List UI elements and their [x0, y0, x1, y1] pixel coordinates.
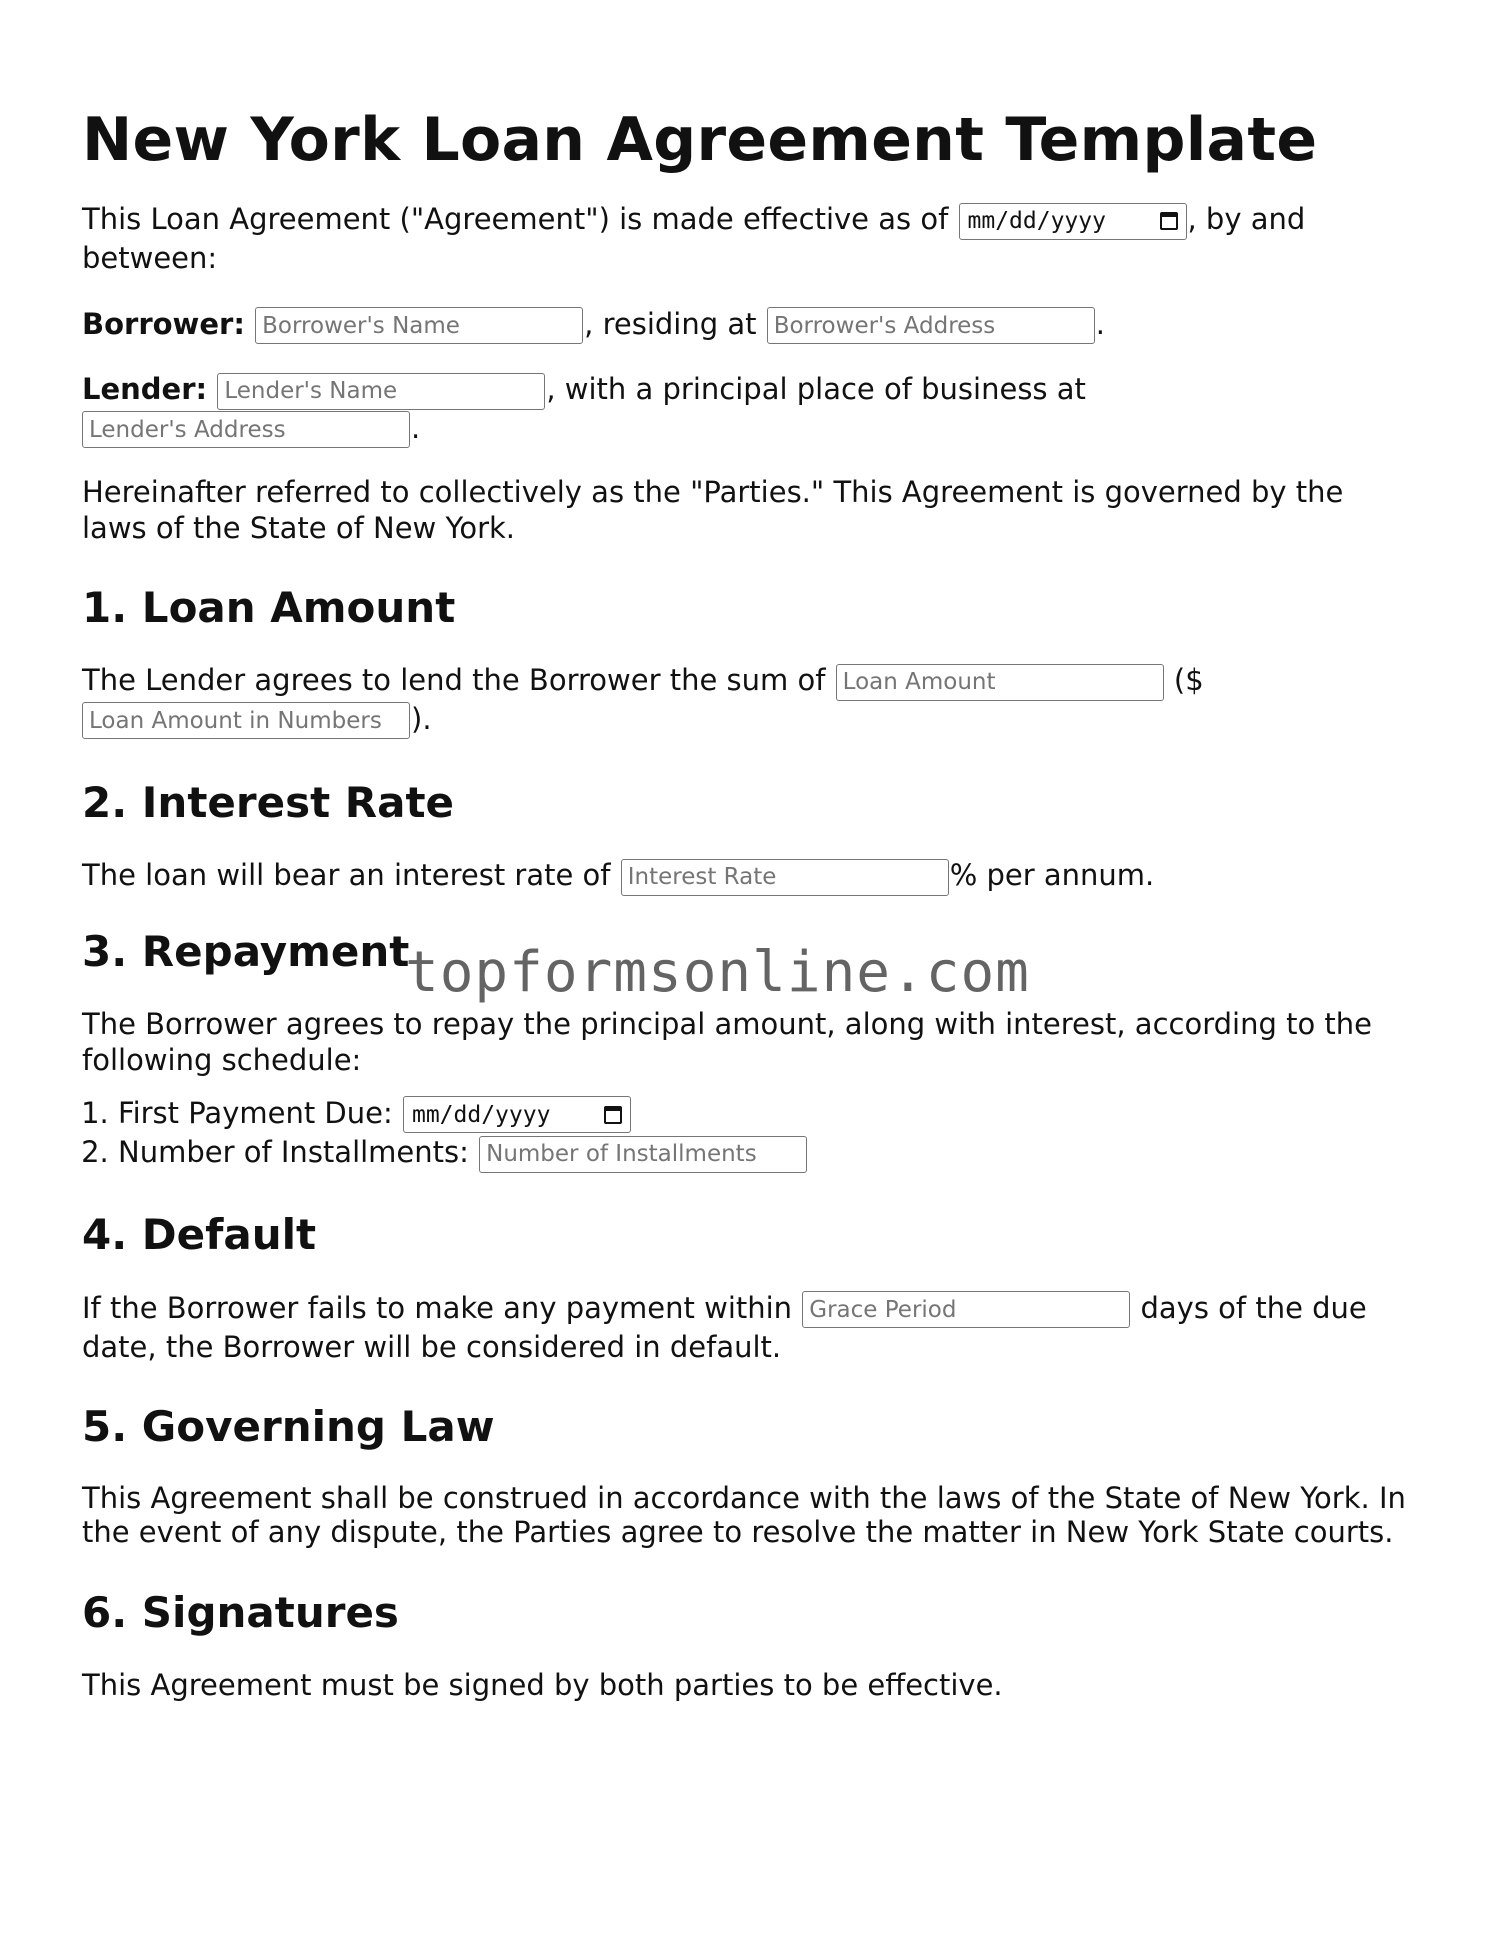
interest-rate-input[interactable]	[621, 859, 949, 896]
lender-paragraph	[82, 371, 1332, 448]
intro-paragraph	[82, 201, 1412, 276]
calendar-icon[interactable]	[1160, 212, 1178, 230]
borrower-name-input[interactable]	[255, 307, 583, 344]
repayment-paragraph: The Borrower agrees to repay the principal amount, along with interest, according to the following schedule:	[82, 1006, 1373, 1077]
loan-amount-input[interactable]	[836, 664, 1164, 701]
lender-name-input[interactable]	[217, 373, 545, 410]
loan-amount-mid-text: ($	[1164, 663, 1204, 697]
parties-paragraph: Hereinafter referred to collectively as the "Parties." This Agreement is governed by the laws of the State of New York.	[82, 475, 1344, 545]
first-payment-date-input[interactable]	[403, 1096, 631, 1133]
loan-amount-paragraph	[82, 662, 1332, 739]
list-item	[118, 1133, 1412, 1173]
borrower-end-text: .	[1095, 306, 1105, 341]
list-item	[118, 1094, 1412, 1134]
borrower-label: Borrower:	[82, 306, 245, 341]
interest-rate-paragraph	[82, 857, 1412, 896]
signatures-paragraph: This Agreement must be signed by both parties to be effective.	[82, 1668, 1003, 1702]
first-payment-label: First Payment Due:	[118, 1095, 402, 1130]
default-text-after: days of the due date, the Borrower will be considered in default.	[82, 1290, 1367, 1364]
first-payment-date-placeholder: mm/dd/yyyy	[411, 1101, 551, 1128]
lender-label: Lender:	[82, 372, 208, 406]
loan-amount-end-text: ).	[411, 701, 432, 736]
section-heading-loan-amount: 1. Loan Amount	[82, 583, 456, 632]
effective-date-input[interactable]	[959, 203, 1187, 240]
borrower-address-input[interactable]	[767, 307, 1095, 344]
lender-mid-text: , with a principal place of business at	[546, 372, 1086, 406]
interest-text-before: The loan will bear an interest rate of	[82, 858, 620, 892]
section-heading-governing-law: 5. Governing Law	[82, 1402, 495, 1451]
loan-amount-text-before: The Lender agrees to lend the Borrower the sum of	[82, 663, 835, 697]
page-title: New York Loan Agreement Template	[82, 105, 1318, 175]
watermark: topformsonline.com	[405, 940, 1030, 1005]
loan-amount-numbers-input[interactable]	[82, 702, 410, 739]
installments-label: Number of Installments:	[118, 1135, 479, 1169]
borrower-mid-text: , residing at	[584, 306, 766, 341]
borrower-paragraph	[82, 306, 1412, 345]
default-paragraph	[82, 1289, 1412, 1368]
section-heading-repayment: 3. Repayment	[82, 926, 410, 976]
lender-end-text: .	[411, 410, 421, 445]
section-heading-interest-rate: 2. Interest Rate	[82, 778, 455, 827]
governing-law-paragraph: This Agreement shall be construed in accordance with the laws of the State of New York. In the event of any dispute, the Parties agree to resolve the matter in New York State courts.	[82, 1481, 1406, 1549]
section-heading-signatures: 6. Signatures	[82, 1588, 399, 1637]
intro-text-before: This Loan Agreement ("Agreement") is made effective as of	[82, 202, 958, 236]
calendar-icon[interactable]	[604, 1106, 622, 1124]
interest-end-text: % per annum.	[949, 858, 1155, 892]
intro-text-after: , by and between:	[82, 202, 1306, 275]
default-text-before: If the Borrower fails to make any payment within	[82, 1290, 802, 1325]
section-heading-default: 4. Default	[82, 1209, 317, 1259]
installments-input[interactable]	[479, 1136, 807, 1173]
effective-date-placeholder: mm/dd/yyyy	[967, 208, 1106, 234]
grace-period-input[interactable]	[802, 1291, 1130, 1328]
lender-address-input[interactable]	[82, 411, 410, 448]
document	[82, 0, 1412, 1703]
repayment-schedule-list	[82, 1094, 1412, 1173]
